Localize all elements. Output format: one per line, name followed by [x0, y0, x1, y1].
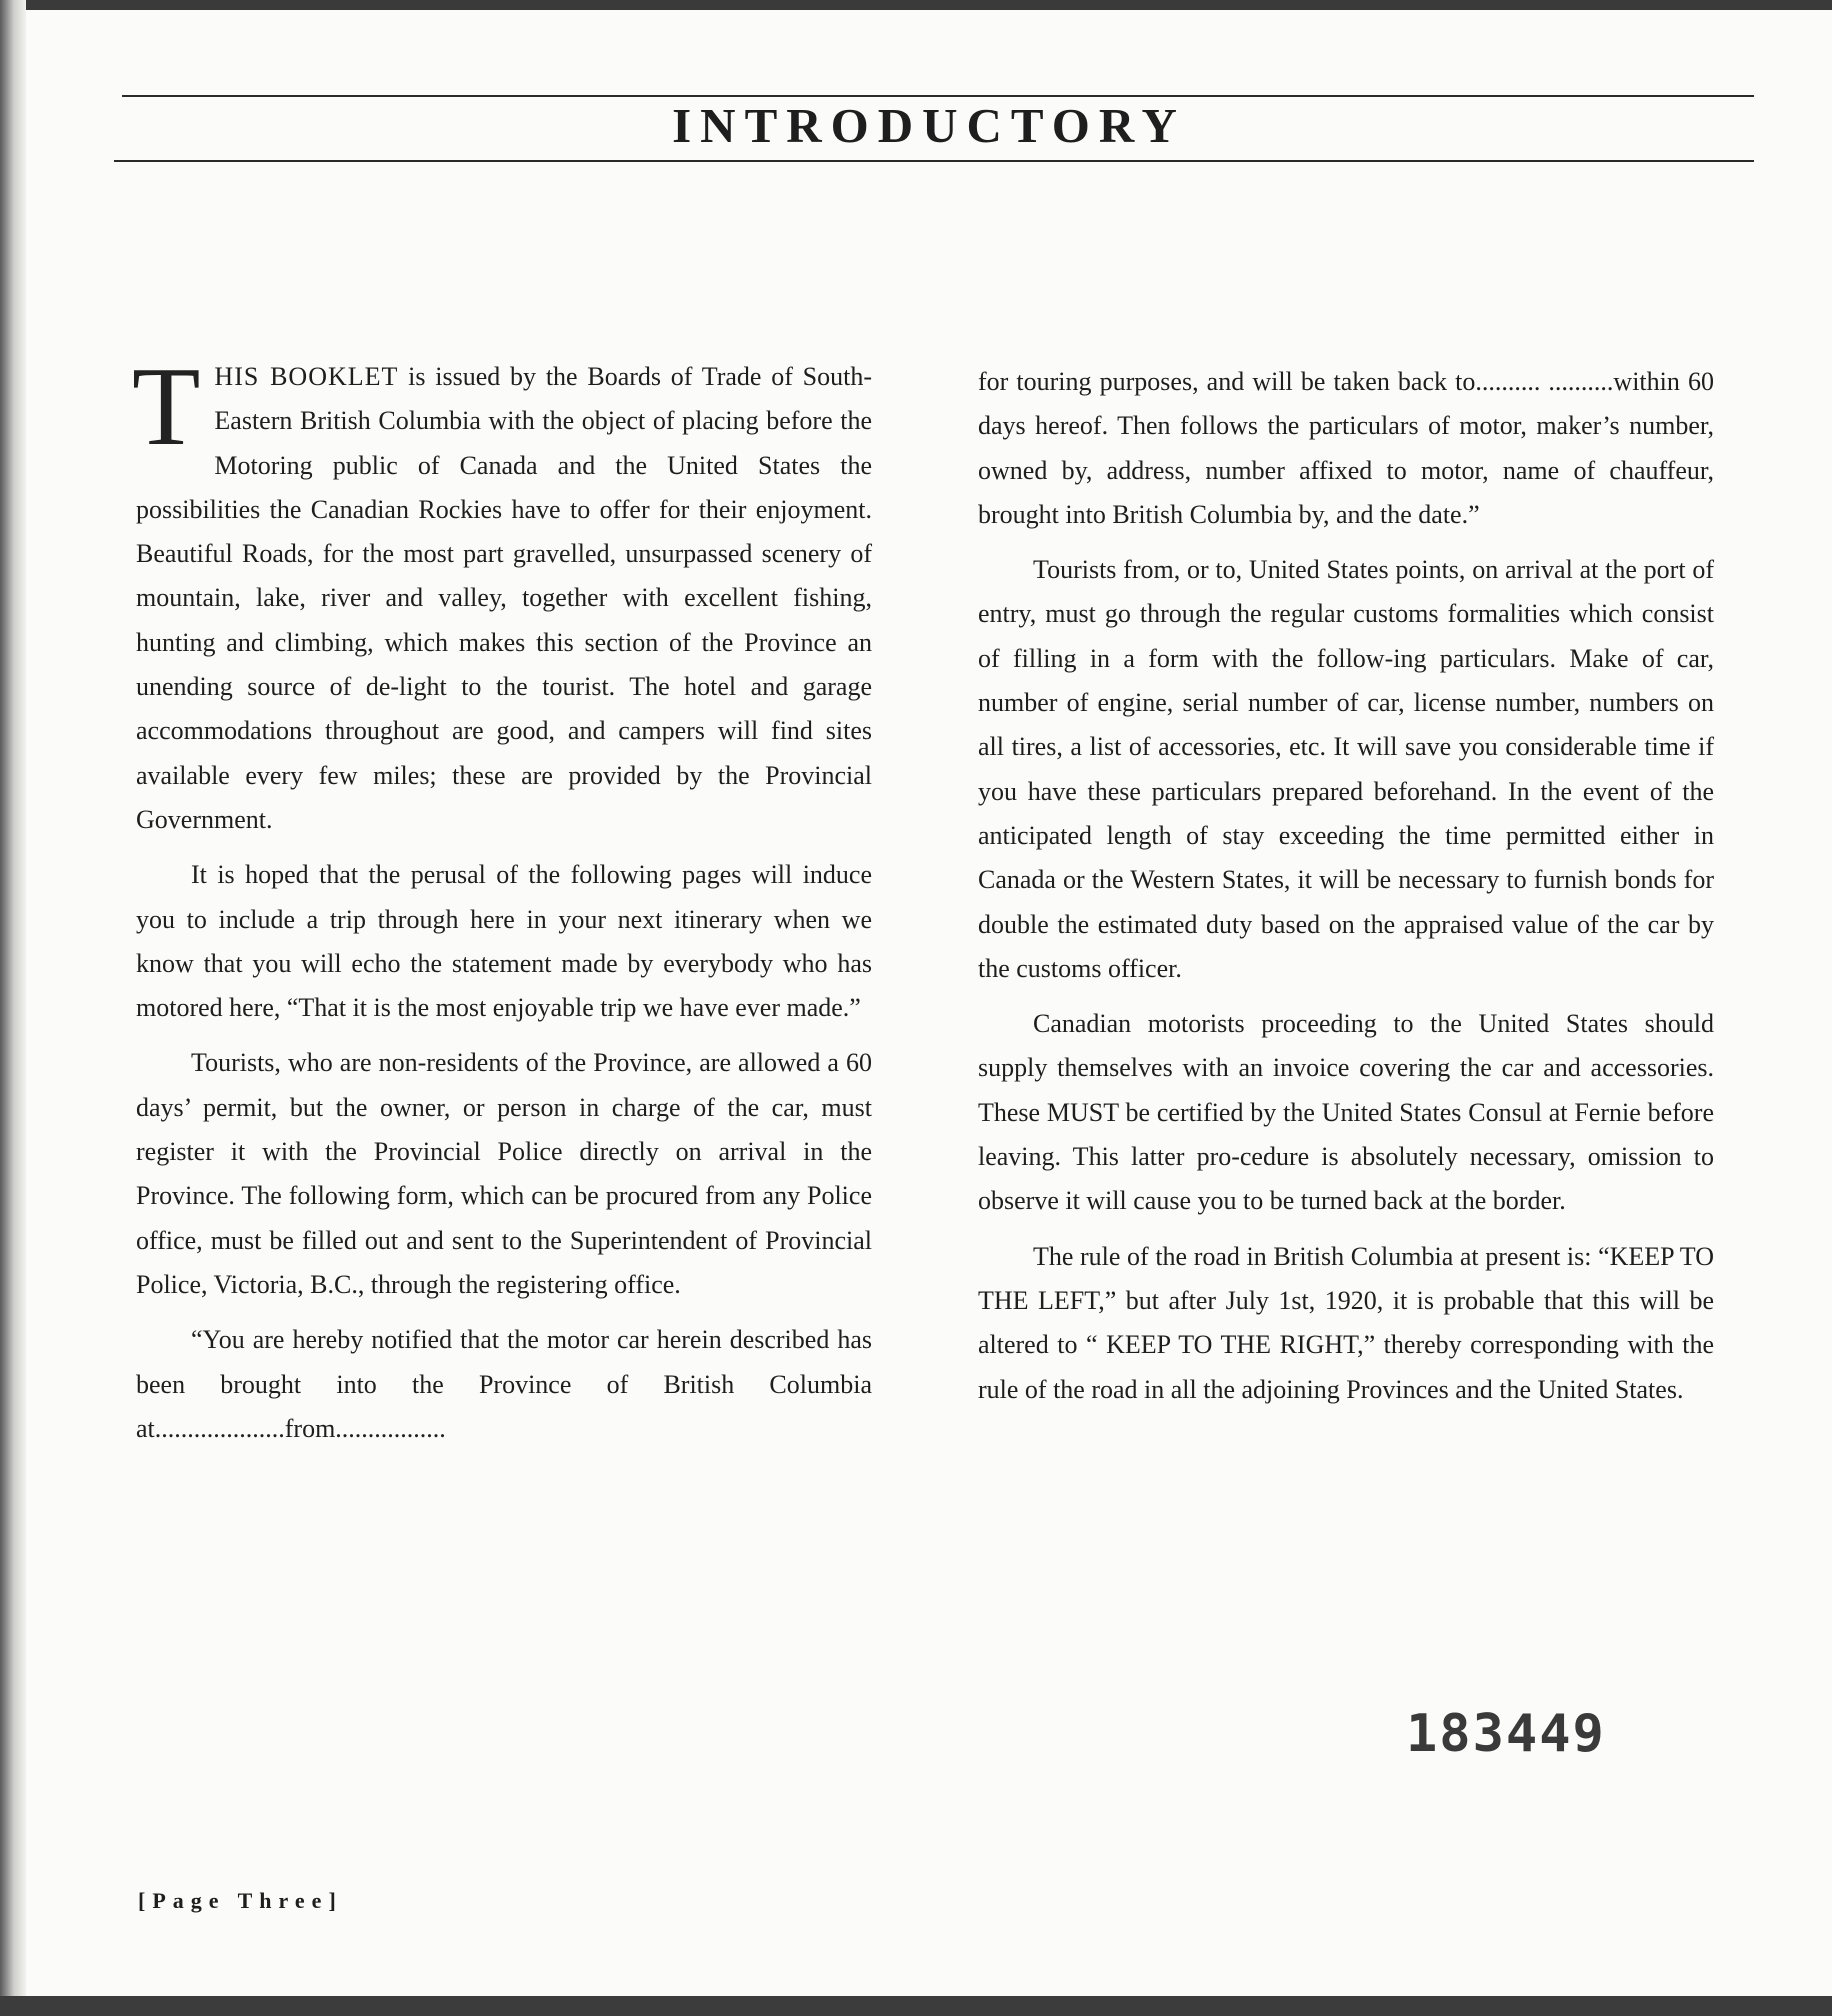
left-column: [132, 345, 872, 1462]
accession-stamp: 183449: [1406, 1704, 1606, 1764]
scan-border-top: [0, 0, 1832, 10]
scan-border-bottom: [0, 1996, 1832, 2016]
lead-words: HIS BOOKLET: [214, 362, 399, 391]
page-number: [Page Three]: [138, 1888, 343, 1913]
paragraph-canadian-motorists: Canadian motorists proceeding to the United States should supply themselves with an invoice covering the car and accessories. These MUST be certified by the United States Consul at Fernie before leaving. This latter pro-cedure is absolutely necessary, omission to observe it will cause you to be turned back at the border.: [978, 1009, 1714, 1216]
paragraph-intro: [132, 345, 872, 842]
scan-border-left: [0, 0, 26, 2016]
paragraph-rule-of-road: The rule of the road in British Columbia at present is: “KEEP TO THE LEFT,” but after July 1st, 1920, it is probable that this will be altered to “ KEEP TO THE RIGHT,” thereby corresponding with the rule of the road in all the adjoining Provinces and the United States.: [978, 1241, 1714, 1404]
paragraph-form-start: “You are hereby notified that the motor car herein described has been brought into the Province of British Columbia at....................from.................: [136, 1325, 872, 1443]
right-column: [978, 360, 1714, 1423]
paragraph-permit: Tourists, who are non-residents of the Province, are allowed a 60 days’ permit, but the owner, or person in charge of the car, must register it with the Provincial Police directly on arrival in the Province. The following form, which can be procured from any Police office, must be filled out and sent to the Superintendent of Provincial Police, Victoria, B.C., through the registering office.: [136, 1048, 872, 1299]
page-title: INTRODUCTORY: [672, 98, 1186, 153]
paragraph-intro-text: is issued by the Boards of Trade of South-Eastern British Columbia with the object of placing before the Motoring public of Canada and the United States the possibilities the Canadian Rockies have to offer for their enjoyment. Beautiful Roads, for the most part gravelled, unsurpassed scenery of mountain, lake, river and valley, together with excellent fishing, hunting and climbing, which makes this section of the Province an unending source of de-light to the tourist. The hotel and garage accommodations throughout are good, and campers will find sites available every few miles; these are provided by the Provincial Government.: [136, 362, 872, 834]
title-rule-top: [122, 95, 1754, 97]
paragraph-hope: It is hoped that the perusal of the following pages will induce you to include a trip through here in your next itinerary when we know that you will echo the statement made by everybody who has motored here, “That it is the most enjoyable trip we have ever made.”: [136, 860, 872, 1023]
paragraph-us-tourists: Tourists from, or to, United States points, on arrival at the port of entry, must go through the regular customs formalities which consist of filling in a form with the follow-ing particulars. Make of car, number of engine, serial number of car, license number, numbers on all tires, a list of accessories, etc. It will save you considerable time if you have these particulars prepared beforehand. In the event of the anticipated length of stay exceeding the time permitted either in Canada or the Western States, it will be necessary to furnish bonds for double the estimated duty based on the appraised value of the car by the customs officer.: [978, 555, 1714, 983]
paragraph-form-end: for touring purposes, and will be taken back to.......... ..........within 60 days hereof. Then follows the particulars of motor, maker’s number, owned by, address, number affixed to motor, name of chauffeur, brought into British Columbia by, and the date.”: [978, 367, 1714, 529]
drop-cap: T: [132, 345, 201, 469]
document-page: [26, 10, 1832, 1996]
title-rule-bottom: [114, 160, 1754, 162]
